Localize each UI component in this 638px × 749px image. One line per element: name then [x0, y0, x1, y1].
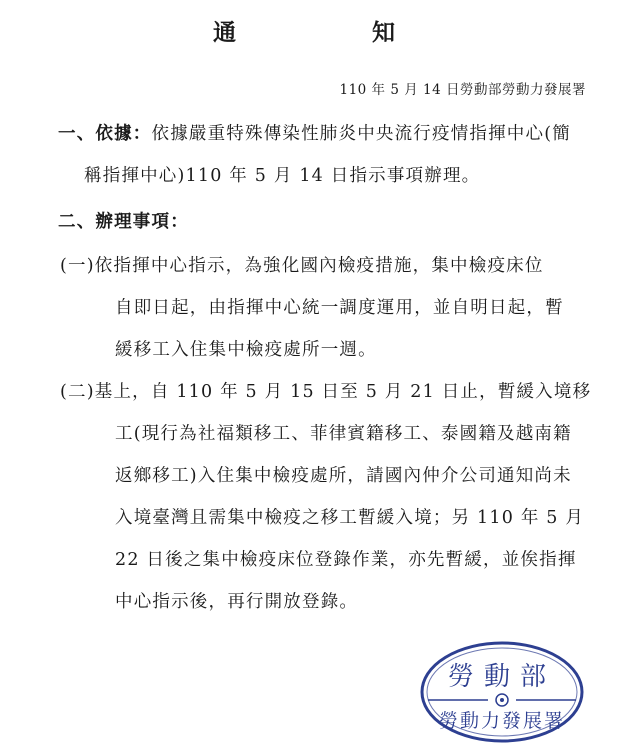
agency-seal-stamp: [418, 640, 586, 744]
title-char-1: 通: [213, 19, 236, 46]
item-2-line-3: 返鄉移工)入住集中檢疫處所，請國內仲介公司通知尚未: [115, 466, 572, 486]
seal-text-ministry: 勞動部: [447, 662, 556, 692]
item-1-line-3: 緩移工入住集中檢疫處所一週。: [115, 340, 377, 360]
item-2-line-4: 入境臺灣且需集中檢疫之移工暫緩入境；另 110 年 5 月: [115, 508, 585, 528]
section-1-line-1: [58, 120, 571, 145]
title-char-2: 知: [372, 19, 395, 46]
section-1-text-2: 稱指揮中心)110 年 5 月 14 日指示事項辦理。: [84, 166, 481, 186]
item-2-line-2: 工(現行為社福類移工、菲律賓籍移工、泰國籍及越南籍: [115, 424, 572, 444]
notice-title: [0, 14, 638, 50]
section-2-label: 二、辦理事項：: [58, 212, 189, 232]
item-2-line-6: 中心指示後，再行開放登錄。: [115, 592, 359, 612]
issuer-date-line: 110 年 5 月 14 日勞動部勞動力發展署: [339, 82, 586, 98]
item-2-line-5: 22 日後之集中檢疫床位登錄作業，亦先暫緩，並俟指揮: [115, 550, 577, 570]
item-1-line-1: (一)依指揮中心指示，為強化國內檢疫措施，集中檢疫床位: [60, 256, 544, 276]
seal-text-agency: 勞動力發展署: [438, 710, 565, 732]
section-1-text-1: 依據嚴重特殊傳染性肺炎中央流行疫情指揮中心(簡: [151, 124, 571, 144]
item-1-line-2: 自即日起，由指揮中心統一調度運用，並自明日起，暫: [115, 298, 564, 318]
section-1-label: 一、依據：: [58, 124, 152, 144]
item-2-line-1: (二)基上，自 110 年 5 月 15 日至 5 月 21 日止，暫緩入境移: [60, 382, 592, 402]
